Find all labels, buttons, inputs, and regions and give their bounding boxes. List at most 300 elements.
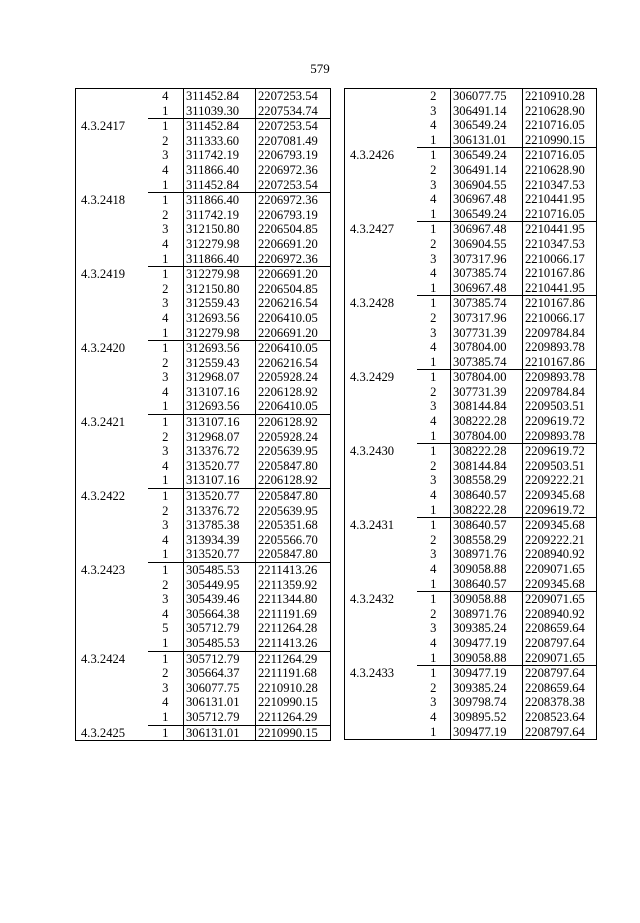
x-coordinate-cell: 305664.37 [184,666,256,681]
point-number-cell: 2 [430,236,437,251]
y-coordinate-cell: 2206691.20 [256,237,331,252]
plot-id-cell [76,89,148,104]
x-coordinate-cell: 312150.80 [184,222,256,237]
table-row [345,636,597,651]
point-number-cell: 4 [162,236,169,251]
plot-id-cell [345,681,417,696]
plot-id-cell [76,533,148,548]
y-coordinate-cell: 2210628.90 [523,163,597,178]
table-row [76,592,331,607]
table-row [76,311,331,326]
y-coordinate-cell: 2206216.54 [256,356,331,371]
x-coordinate-cell: 305664.38 [184,607,256,622]
table-row [76,415,331,430]
x-coordinate-cell: 305439.46 [184,592,256,607]
x-coordinate-cell: 309477.19 [451,666,523,681]
plot-id-cell [345,163,417,178]
x-coordinate-cell: 306491.14 [451,163,523,178]
point-number-cell: 1 [430,666,437,681]
point-number-cell: 1 [417,503,451,518]
table-row [345,473,597,488]
y-coordinate-cell: 2206504.85 [256,282,331,297]
table-row [76,282,331,297]
x-coordinate-cell: 312279.98 [184,326,256,341]
table-row [76,725,331,741]
plot-id-cell [76,621,148,636]
y-coordinate-cell: 2205351.68 [256,518,331,533]
table-row [345,725,597,740]
plot-id-cell [345,651,417,666]
point-number-cell: 1 [417,355,451,370]
plot-id-cell [345,89,417,104]
y-coordinate-cell: 2205928.24 [256,430,331,445]
x-coordinate-cell: 308144.84 [451,399,523,414]
plot-id-cell [345,533,417,548]
table-row [76,163,331,178]
coordinates-table-left [75,88,331,741]
plot-id-cell: 4.3.2418 [76,193,148,208]
x-coordinate-cell: 305485.53 [184,563,256,578]
y-coordinate-cell: 2208940.92 [523,547,597,562]
plot-id-cell [76,547,148,562]
point-number-cell: 1 [417,577,451,592]
x-coordinate-cell: 305485.53 [184,636,256,651]
y-coordinate-cell: 2208659.64 [523,681,597,696]
x-coordinate-cell: 311452.84 [184,178,256,193]
x-coordinate-cell: 307385.74 [451,296,523,311]
y-coordinate-cell: 2211191.69 [256,607,331,622]
point-number-cell: 2 [430,680,437,695]
y-coordinate-cell: 2206216.54 [256,296,331,311]
x-coordinate-cell: 306077.75 [451,89,523,104]
plot-id-cell [345,429,417,444]
y-coordinate-cell: 2206128.92 [256,473,331,488]
table-row [345,163,597,178]
plot-id-cell [345,192,417,207]
point-number-cell: 3 [430,695,437,710]
plot-id-cell: 4.3.2417 [76,119,148,134]
y-coordinate-cell: 2209784.84 [523,326,597,341]
plot-id-cell [76,370,148,385]
x-coordinate-cell: 313520.77 [184,547,256,562]
y-coordinate-cell: 2209071.65 [523,651,597,666]
point-number-cell: 1 [148,710,184,725]
y-coordinate-cell: 2208523.64 [523,710,597,725]
x-coordinate-cell: 309798.74 [451,695,523,710]
plot-id-cell [76,681,148,696]
y-coordinate-cell: 2210990.15 [256,725,331,741]
y-coordinate-cell: 2209345.68 [523,518,597,533]
x-coordinate-cell: 309477.19 [451,636,523,651]
point-number-cell: 4 [430,118,437,133]
table-row [345,89,597,104]
table-row [345,592,597,607]
x-coordinate-cell: 312968.07 [184,370,256,385]
y-coordinate-cell: 2208378.38 [523,695,597,710]
plot-id-cell [345,503,417,518]
point-number-cell: 1 [162,267,169,282]
x-coordinate-cell: 307804.00 [451,340,523,355]
y-coordinate-cell: 2210441.95 [523,281,597,296]
table-row [345,488,597,503]
y-coordinate-cell: 2209345.68 [523,488,597,503]
page-number: 579 [310,61,330,76]
y-coordinate-cell: 2207253.54 [256,119,331,134]
y-coordinate-cell: 2210066.17 [523,252,597,267]
point-number-cell: 1 [162,489,169,504]
point-number-cell: 1 [148,104,184,119]
point-number-cell: 4 [162,695,169,710]
table-row [345,414,597,429]
table-row [345,681,597,696]
y-coordinate-cell: 2206410.05 [256,341,331,356]
y-coordinate-cell: 2206972.36 [256,163,331,178]
point-number-cell: 1 [148,326,184,341]
y-coordinate-cell: 2210716.05 [523,148,597,163]
plot-id-cell: 4.3.2421 [76,415,148,430]
table-row [76,134,331,149]
y-coordinate-cell: 2206972.36 [256,252,331,267]
y-coordinate-cell: 2210628.90 [523,104,597,119]
point-number-cell: 3 [162,296,169,311]
x-coordinate-cell: 312150.80 [184,282,256,297]
x-coordinate-cell: 312279.98 [184,267,256,282]
x-coordinate-cell: 309058.88 [451,592,523,607]
point-number-cell: 1 [430,222,437,237]
y-coordinate-cell: 2207081.49 [256,134,331,149]
table-row [76,222,331,237]
plot-id-cell [345,547,417,562]
point-number-cell: 4 [430,709,437,724]
x-coordinate-cell: 308144.84 [451,459,523,474]
y-coordinate-cell: 2205847.80 [256,547,331,562]
y-coordinate-cell: 2206128.92 [256,385,331,400]
point-number-cell: 3 [430,399,437,414]
table-row [345,118,597,133]
table-row [345,222,597,237]
table-row [76,459,331,474]
y-coordinate-cell: 2211264.29 [256,651,331,666]
plot-id-cell [76,208,148,223]
y-coordinate-cell: 2211413.26 [256,563,331,578]
plot-id-cell [76,636,148,651]
plot-id-cell [345,207,417,222]
table-row [76,370,331,385]
table-row [345,104,597,119]
table-row [76,178,331,193]
point-number-cell: 2 [417,89,451,104]
table-row [345,192,597,207]
plot-id-cell [76,148,148,163]
y-coordinate-cell: 2210716.05 [523,118,597,133]
plot-id-cell [76,459,148,474]
plot-id-cell [76,222,148,237]
point-number-cell: 4 [162,162,169,177]
plot-id-cell: 4.3.2424 [76,651,148,666]
plot-id-cell: 4.3.2431 [345,518,417,533]
plot-id-cell [345,178,417,193]
table-row [345,607,597,622]
y-coordinate-cell: 2209071.65 [523,592,597,607]
x-coordinate-cell: 309058.88 [451,651,523,666]
y-coordinate-cell: 2209503.51 [523,459,597,474]
plot-id-cell: 4.3.2425 [76,725,148,741]
plot-id-cell [345,133,417,148]
table-row [345,385,597,400]
y-coordinate-cell: 2208940.92 [523,607,597,622]
plot-id-cell: 4.3.2426 [345,148,417,163]
table-row [76,89,331,104]
x-coordinate-cell: 305712.79 [184,621,256,636]
plot-id-cell [345,237,417,252]
y-coordinate-cell: 2209071.65 [523,562,597,577]
plot-id-cell [76,252,148,267]
point-number-cell: 1 [148,178,184,193]
y-coordinate-cell: 2209222.21 [523,533,597,548]
table-row [76,504,331,519]
x-coordinate-cell: 306131.01 [451,133,523,148]
plot-id-cell [76,311,148,326]
x-coordinate-cell: 307385.74 [451,355,523,370]
plot-id-cell [76,399,148,414]
table-row [76,651,331,666]
table-row [76,252,331,267]
point-number-cell: 3 [430,103,437,118]
table-row [76,533,331,548]
y-coordinate-cell: 2211264.29 [256,710,331,725]
table-row [345,666,597,681]
table-row [76,104,331,119]
x-coordinate-cell: 306549.24 [451,207,523,222]
x-coordinate-cell: 312279.98 [184,237,256,252]
point-number-cell: 4 [162,532,169,547]
table-row [345,370,597,385]
y-coordinate-cell: 2206793.19 [256,148,331,163]
plot-id-cell [345,562,417,577]
point-number-cell: 4 [430,414,437,429]
point-number-cell: 2 [430,458,437,473]
x-coordinate-cell: 308558.29 [451,473,523,488]
table-row [345,296,597,311]
table-row [76,356,331,371]
plot-id-cell [345,252,417,267]
point-number-cell: 4 [162,310,169,325]
table-row [345,444,597,459]
plot-id-cell: 4.3.2422 [76,489,148,504]
plot-id-cell [76,430,148,445]
point-number-cell: 5 [162,621,169,636]
table-row [345,399,597,414]
table-row [76,636,331,651]
y-coordinate-cell: 2208797.64 [523,636,597,651]
x-coordinate-cell: 311333.60 [184,134,256,149]
point-number-cell: 1 [148,399,184,414]
y-coordinate-cell: 2209503.51 [523,399,597,414]
x-coordinate-cell: 311866.40 [184,193,256,208]
point-number-cell: 1 [162,563,169,577]
table-row [76,578,331,593]
plot-id-cell [76,237,148,252]
table-row [345,562,597,577]
point-number-cell: 3 [162,148,169,163]
plot-id-cell [345,488,417,503]
point-number-cell: 3 [430,251,437,266]
table-row [76,563,331,578]
y-coordinate-cell: 2210910.28 [256,681,331,696]
point-number-cell: 2 [430,310,437,325]
plot-id-cell [76,296,148,311]
table-row [345,178,597,193]
x-coordinate-cell: 309477.19 [451,725,523,740]
table-row [345,355,597,370]
plot-id-cell [76,607,148,622]
y-coordinate-cell: 2208797.64 [523,666,597,681]
table-row [345,651,597,666]
plot-id-cell [76,710,148,725]
y-coordinate-cell: 2210441.95 [523,192,597,207]
point-number-cell: 2 [430,162,437,177]
y-coordinate-cell: 2206410.05 [256,399,331,414]
x-coordinate-cell: 308640.57 [451,577,523,592]
table-row [76,666,331,681]
point-number-cell: 1 [430,148,437,163]
plot-id-cell [345,459,417,474]
table-row [76,489,331,504]
plot-id-cell [76,444,148,459]
point-number-cell: 3 [162,370,169,385]
x-coordinate-cell: 306491.14 [451,104,523,119]
table-row [76,341,331,356]
table-row [76,399,331,414]
plot-id-cell [345,399,417,414]
point-number-cell: 1 [430,518,437,533]
x-coordinate-cell: 312693.56 [184,399,256,414]
x-coordinate-cell: 308558.29 [451,533,523,548]
plot-id-cell [76,163,148,178]
point-number-cell: 2 [430,606,437,621]
y-coordinate-cell: 2208797.64 [523,725,597,740]
table-row [345,252,597,267]
x-coordinate-cell: 307731.39 [451,385,523,400]
table-row [345,311,597,326]
plot-id-cell: 4.3.2433 [345,666,417,681]
point-number-cell: 1 [162,119,169,134]
x-coordinate-cell: 309058.88 [451,562,523,577]
x-coordinate-cell: 306549.24 [451,148,523,163]
x-coordinate-cell: 311452.84 [184,119,256,134]
table-row [76,193,331,208]
y-coordinate-cell: 2210716.05 [523,207,597,222]
plot-id-cell [345,695,417,710]
x-coordinate-cell: 307385.74 [451,266,523,281]
table-row [345,429,597,444]
plot-id-cell [76,592,148,607]
plot-id-cell [76,356,148,371]
plot-id-cell [345,385,417,400]
y-coordinate-cell: 2209619.72 [523,444,597,459]
y-coordinate-cell: 2210441.95 [523,222,597,237]
point-number-cell: 3 [162,518,169,533]
point-number-cell: 1 [430,592,437,607]
point-number-cell: 4 [430,192,437,207]
y-coordinate-cell: 2211344.80 [256,592,331,607]
table-row [76,208,331,223]
plot-id-cell [345,607,417,622]
x-coordinate-cell: 312968.07 [184,430,256,445]
y-coordinate-cell: 2210167.86 [523,266,597,281]
y-coordinate-cell: 2209619.72 [523,414,597,429]
point-number-cell: 1 [162,341,169,356]
y-coordinate-cell: 2206691.20 [256,267,331,282]
x-coordinate-cell: 313376.72 [184,444,256,459]
y-coordinate-cell: 2209345.68 [523,577,597,592]
point-number-cell: 1 [417,429,451,444]
x-coordinate-cell: 306967.48 [451,222,523,237]
point-number-cell: 1 [430,296,437,311]
x-coordinate-cell: 309385.24 [451,681,523,696]
point-number-cell: 4 [430,340,437,355]
plot-id-cell [76,473,148,488]
y-coordinate-cell: 2211191.68 [256,666,331,681]
y-coordinate-cell: 2207253.54 [256,178,331,193]
plot-id-cell: 4.3.2420 [76,341,148,356]
table-row [76,547,331,562]
plot-id-cell [76,578,148,593]
plot-id-cell [345,326,417,341]
x-coordinate-cell: 312693.56 [184,311,256,326]
x-coordinate-cell: 307804.00 [451,429,523,444]
point-number-cell: 1 [148,473,184,488]
table-row [76,119,331,134]
plot-id-cell [345,311,417,326]
x-coordinate-cell: 311866.40 [184,252,256,267]
table-row [345,340,597,355]
y-coordinate-cell: 2208659.64 [523,621,597,636]
table-row [76,518,331,533]
point-number-cell: 4 [430,562,437,576]
x-coordinate-cell: 309895.52 [451,710,523,725]
y-coordinate-cell: 2209784.84 [523,385,597,400]
x-coordinate-cell: 307804.00 [451,370,523,385]
plot-id-cell [76,504,148,519]
table-row [345,266,597,281]
point-number-cell: 1 [162,651,169,666]
point-number-cell: 2 [162,429,169,444]
y-coordinate-cell: 2205928.24 [256,370,331,385]
point-number-cell: 3 [430,177,437,192]
point-number-cell: 1 [148,252,184,267]
y-coordinate-cell: 2211359.92 [256,578,331,593]
y-coordinate-cell: 2210066.17 [523,311,597,326]
plot-id-cell [76,326,148,341]
plot-id-cell [345,104,417,119]
x-coordinate-cell: 307317.96 [451,252,523,267]
table-row [76,621,331,636]
x-coordinate-cell: 311742.19 [184,148,256,163]
plot-id-cell: 4.3.2419 [76,267,148,282]
x-coordinate-cell: 308971.76 [451,547,523,562]
plot-id-cell: 4.3.2423 [76,563,148,578]
x-coordinate-cell: 306131.01 [184,695,256,710]
plot-id-cell [76,518,148,533]
x-coordinate-cell: 313107.16 [184,385,256,400]
table-row [76,326,331,341]
plot-id-cell [76,178,148,193]
plot-id-cell [345,577,417,592]
plot-id-cell [345,266,417,281]
y-coordinate-cell: 2210167.86 [523,296,597,311]
point-number-cell: 2 [430,384,437,399]
